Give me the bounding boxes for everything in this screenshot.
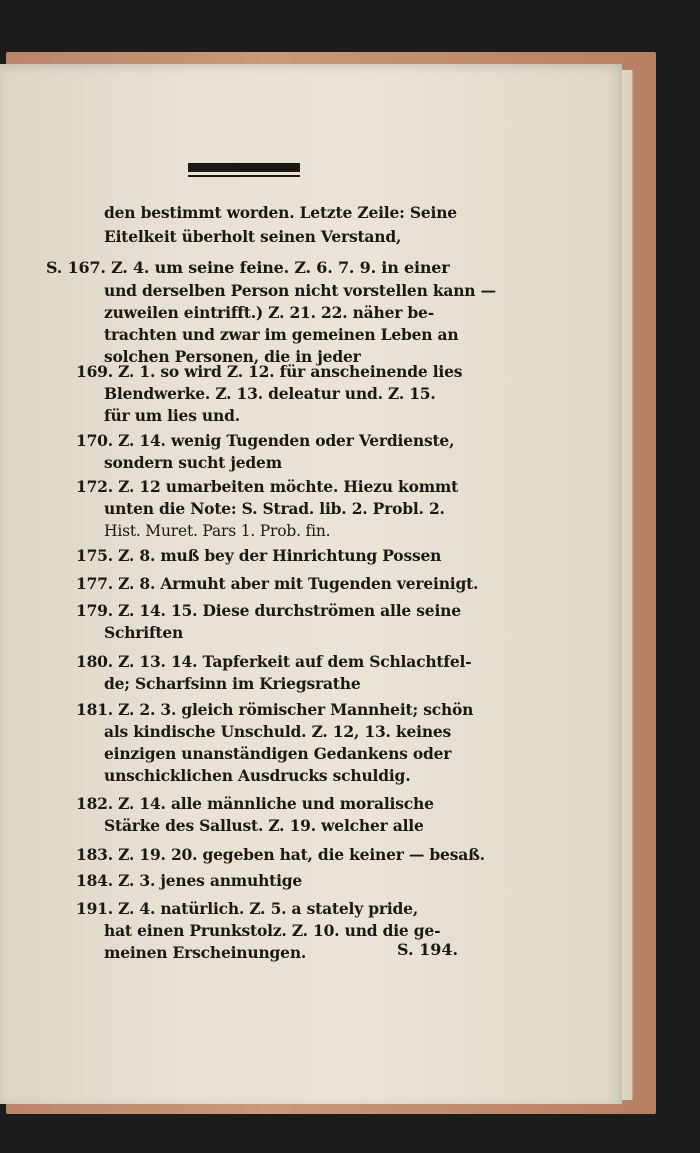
text-line: 182. Z. 14. alle männliche und moralische	[76, 794, 434, 813]
text-line: 184. Z. 3. jenes anmuhtige	[76, 871, 303, 890]
text-line: sondern sucht jedem	[104, 453, 282, 472]
header-ornament-rule	[188, 163, 300, 179]
text-line: für um lies und.	[104, 406, 240, 425]
text-line: de; Scharfsinn im Kriegsrathe	[104, 674, 361, 693]
text-line: 177. Z. 8. Armuht aber mit Tugenden vereinigt.	[76, 574, 479, 593]
text-line: einzigen unanständigen Gedankens oder	[104, 744, 452, 763]
text-line: unten die Note: S. Strad. lib. 2. Probl. 2.	[104, 499, 445, 518]
text-line: den bestimmt worden. Letzte Zeile: Seine	[104, 203, 457, 222]
text-line: zuweilen eintrifft.) Z. 21. 22. näher be-	[104, 303, 434, 322]
text-line: Schriften	[104, 623, 184, 642]
text-line: meinen Erscheinungen.	[104, 943, 307, 962]
text-line: 175. Z. 8. muß bey der Hinrichtung Possen	[76, 546, 442, 565]
text-line: unschicklichen Ausdrucks schuldig.	[104, 766, 411, 785]
catchword: S. 194.	[397, 940, 459, 959]
ornament-thick-bar	[188, 163, 300, 172]
text-line: 180. Z. 13. 14. Tapferkeit auf dem Schlachtfel-	[76, 652, 472, 671]
text-line: 169. Z. 1. so wird Z. 12. für anscheinende lies	[76, 362, 463, 381]
text-line: 179. Z. 14. 15. Diese durchströmen alle seine	[76, 601, 461, 620]
text-line: 181. Z. 2. 3. gleich römischer Mannheit; schön	[76, 700, 474, 719]
text-line: Stärke des Sallust. Z. 19. welcher alle	[104, 816, 424, 835]
text-line: 183. Z. 19. 20. gegeben hat, die keiner — besaß.	[76, 845, 485, 864]
text-line: S. 167. Z. 4. um seine feine. Z. 6. 7. 9. in einer	[46, 258, 450, 277]
text-line: 191. Z. 4. natürlich. Z. 5. a stately pride,	[76, 899, 419, 918]
text-line: trachten und zwar im gemeinen Leben an	[104, 325, 459, 344]
text-line: Eitelkeit überholt seinen Verstand,	[104, 227, 402, 246]
text-line: Blendwerke. Z. 13. deleatur und. Z. 15.	[104, 384, 436, 403]
text-line: und derselben Person nicht vorstellen kann —	[104, 281, 496, 300]
text-line: als kindische Unschuld. Z. 12, 13. keines	[104, 722, 452, 741]
text-line: 172. Z. 12 umarbeiten möchte. Hiezu kommt	[76, 477, 459, 496]
text-line: hat einen Prunkstolz. Z. 10. und die ge-	[104, 921, 441, 940]
ornament-thin-bar	[188, 175, 300, 177]
text-line: Hist. Muret. Pars 1. Prob. fin.	[104, 522, 331, 540]
text-line: 170. Z. 14. wenig Tugenden oder Verdienste,	[76, 431, 455, 450]
text-line: solchen Personen, die in jeder	[104, 347, 361, 366]
